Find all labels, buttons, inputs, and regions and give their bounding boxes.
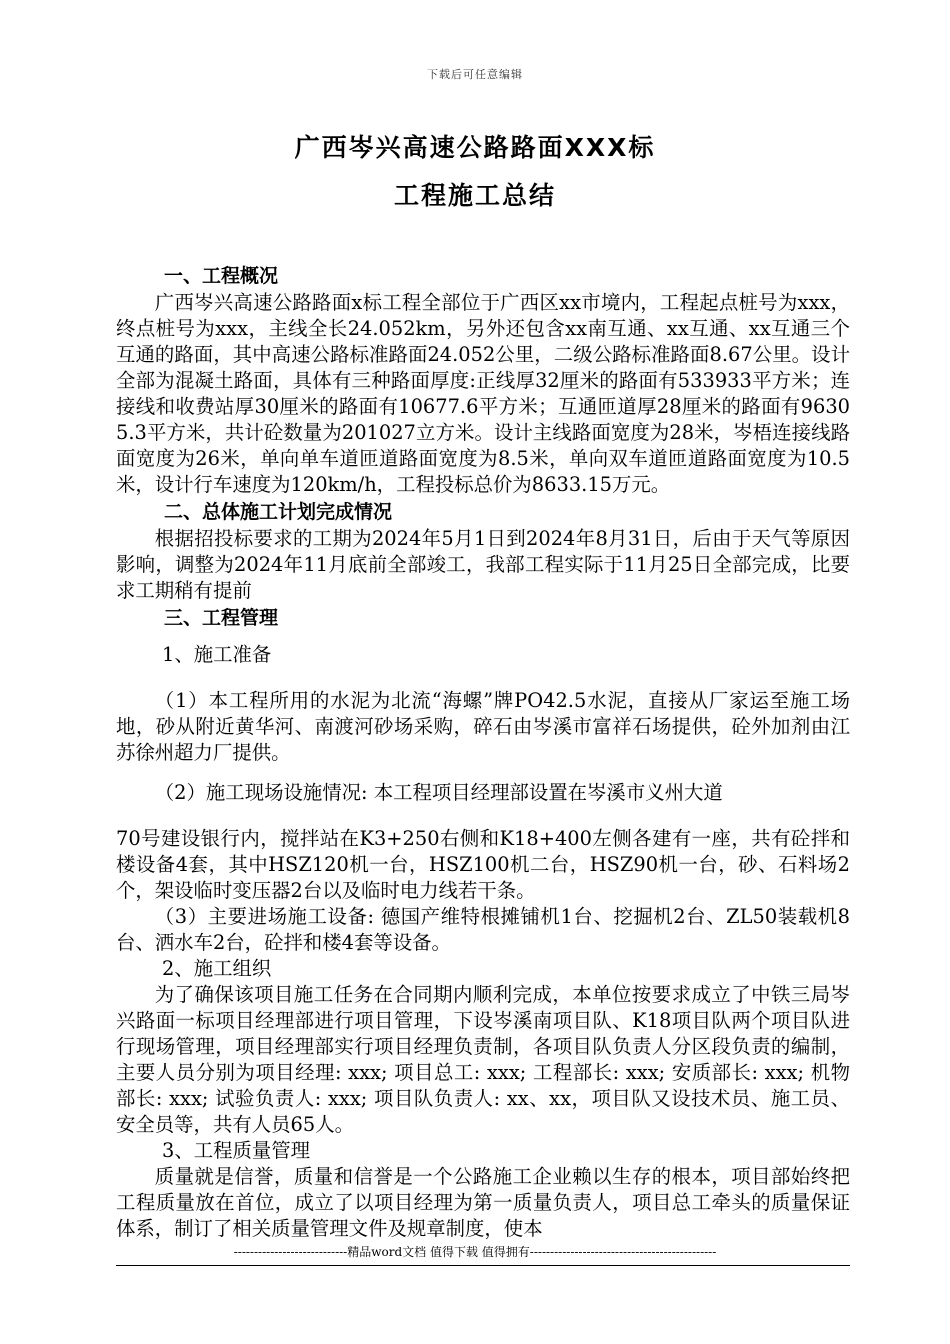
subheading-organization: 2、施工组织 — [162, 957, 272, 980]
section-heading-management: 三、工程管理 — [164, 607, 279, 629]
subheading-preparation: 1、施工准备 — [162, 643, 272, 666]
site-facilities-paragraph-start: （2）施工现场设施情况: 本工程项目经理部设置在岑溪市义州大道 — [154, 781, 723, 804]
document-subtitle: 工程施工总结 — [393, 181, 556, 210]
document-title: 广西岑兴高速公路路面XXX标 — [294, 133, 656, 162]
subheading-quality: 3、工程质量管理 — [162, 1139, 311, 1162]
footer-divider — [116, 1265, 850, 1266]
equipment-paragraph: （3）主要进场施工设备: 德国产维特根摊铺机1台、挖掘机2台、ZL50装载机8台、洒水车2台，砼拌和楼4套等设备。 — [116, 905, 850, 954]
plan-paragraph: 根据招投标要求的工期为2024年5月1日到2024年8月31日，后由于天气等原因影响，调整为2024年11月底前全部竣工，我部工程实际于11月25日全部完成，比要求工期稍有提前 — [116, 527, 850, 602]
site-facilities-paragraph-cont: 70号建设银行内，搅拌站在K3+250右侧和K18+400左侧各建有一座，共有砼拌和楼设备4套，其中HSZ120机一台，HSZ100机二台，HSZ90机一台，砂、石料场2个，架设临时变压器2台以及临时电力线若干条。 — [116, 827, 850, 902]
page-header-note: 下载后可任意编辑 — [427, 68, 523, 81]
footer-text: ----------------------------精品word文档 值得下载 值得拥有---------------------------------------------- — [233, 1245, 717, 1259]
section-heading-plan: 二、总体施工计划完成情况 — [164, 501, 393, 523]
overview-paragraph: 广西岑兴高速公路路面x标工程全部位于广西区xx市境内，工程起点桩号为xxx，终点桩号为xxx，主线全长24.052km，另外还包含xx南互通、xx互通、xx互通三个互通的路面，其中高速公路标准路面24.052公里，二级公路标准路面8.67公里。设计全部为混凝土路面，具体有三种路面厚度:正线厚32厘米的路面有533933平方米；连接线和收费站厚30厘米的路面有10677.6平方米；互通匝道厚28厘米的路面有96305.3平方米，共计砼数量为201027立方米。设计主线路面宽度为28米，岑梧连接线路面宽度为26米，单向单车道匝道路面宽度为8.5米，单向双车道匝道路面宽度为10.5米，设计行车速度为120km/h，工程投标总价为8633.15万元。 — [116, 291, 850, 496]
preparation-materials-paragraph: （1）本工程所用的水泥为北流“海螺”牌PO42.5水泥，直接从厂家运至施工场地，砂从附近黄华河、南渡河砂场采购，碎石由岑溪市富祥石场提供，砼外加剂由江苏徐州超力厂提供。 — [116, 689, 850, 764]
document-body — [116, 262, 850, 1242]
section-heading-overview: 一、工程概况 — [164, 265, 279, 287]
quality-paragraph: 质量就是信誉，质量和信誉是一个公路施工企业赖以生存的根本，项目部始终把工程质量放在首位，成立了以项目经理为第一质量负责人，项目总工牵头的质量保证体系，制订了相关质量管理文件及规章制度，使本 — [116, 1165, 850, 1240]
organization-paragraph: 为了确保该项目施工任务在合同期内顺利完成，本单位按要求成立了中铁三局岑兴路面一标项目经理部进行项目管理，下设岑溪南项目队、K18项目队两个项目队进行现场管理，项目经理部实行项目经理负责制，各项目队负责人分区段负责的编制，主要人员分别为项目经理: xxx; 项目总工: xxx; 工程部长: xxx; 安质部长: xxx; 机物部长: xxx; 试验负责人: xxx; 项目队负责人: xx、xx，项目队又设技术员、施工员、安全员等，共有人员65人。 — [116, 983, 850, 1136]
